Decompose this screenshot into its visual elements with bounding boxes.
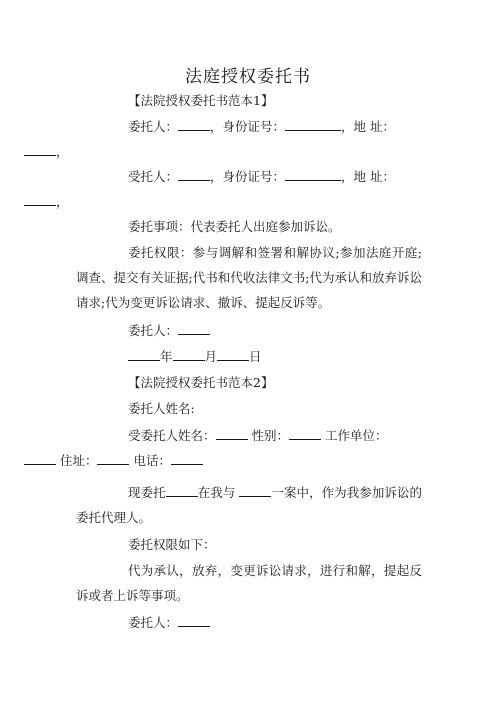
sample2-heading: 【法院授权委托书范本2】	[128, 375, 274, 390]
month-label: 月	[204, 349, 218, 364]
agent-address-blank	[24, 192, 56, 206]
signature-label-2: 委托人：	[128, 615, 179, 630]
line-end-2: ，	[56, 194, 69, 209]
appoint-label: 现委托	[128, 485, 166, 500]
sample2-appoint	[76, 480, 422, 530]
day-label: 日	[249, 349, 262, 364]
gender-label: 性别：	[247, 428, 289, 443]
sample1-matter: 委托事项：代表委托人出庭参加诉讼。	[128, 219, 341, 234]
month-blank	[173, 347, 205, 361]
address-label-2: 住址：	[56, 453, 98, 468]
signature-label: 委托人：	[128, 323, 179, 338]
agent-address-label: ，地 址：	[341, 169, 396, 184]
document-title: 法庭授权委托书	[185, 67, 311, 87]
agent-label: 受托人：	[128, 169, 179, 184]
address-blank-2	[97, 451, 129, 465]
signature-blank-2	[178, 613, 210, 627]
sample2-signature	[76, 610, 422, 635]
phone-blank	[171, 451, 203, 465]
phone-label: 电话：	[129, 453, 171, 468]
agent-name-label: 受委托人姓名：	[128, 428, 216, 443]
sample2-client-name: 委托人姓名:	[128, 401, 195, 416]
sample2-authority-heading: 委托权限如下：	[128, 537, 216, 552]
line-end: ，	[56, 144, 69, 159]
sample1-agent-line	[56, 164, 422, 214]
agent-id-label: ，身份证号：	[210, 169, 286, 184]
year-label: 年	[160, 349, 173, 364]
agent-blank	[178, 167, 210, 181]
sample1-client-line	[56, 114, 422, 164]
agent-name-blank	[216, 426, 248, 440]
case-text: 一案中，作为我参加诉讼的委托代理人。	[76, 485, 422, 525]
address-blank	[24, 142, 56, 156]
opponent-blank	[239, 483, 271, 497]
sample2-agent-info	[56, 423, 422, 473]
appointee-blank	[166, 483, 198, 497]
year-blank	[128, 347, 160, 361]
employer-label: 工作单位：	[321, 428, 388, 443]
agent-id-blank	[285, 167, 341, 181]
sample1-date	[76, 344, 422, 369]
day-blank	[217, 347, 249, 361]
sample2-authority-text: 代为承认，放弃，变更诉讼请求，进行和解，提起反诉或者上诉等事项。	[76, 563, 422, 603]
sample1-signature	[76, 318, 422, 343]
gender-blank	[289, 426, 321, 440]
employer-blank	[24, 451, 56, 465]
id-blank	[285, 117, 341, 131]
client-label: 委托人：	[128, 119, 179, 134]
sample1-heading: 【法院授权委托书范本1】	[128, 93, 274, 108]
address-label: ，地 址：	[341, 119, 396, 134]
id-label: ，身份证号：	[210, 119, 286, 134]
sample1-authority: 委托权限：参与调解和签署和解协议;参加法庭开庭;调查、提交有关证据;代书和代收法律文书;代为承认和放弃诉讼请求;代为变更诉讼请求、撤诉、提起反诉等。	[76, 245, 422, 310]
client-blank	[178, 117, 210, 131]
between-label: 在我与	[197, 485, 240, 500]
signature-blank	[178, 321, 210, 335]
